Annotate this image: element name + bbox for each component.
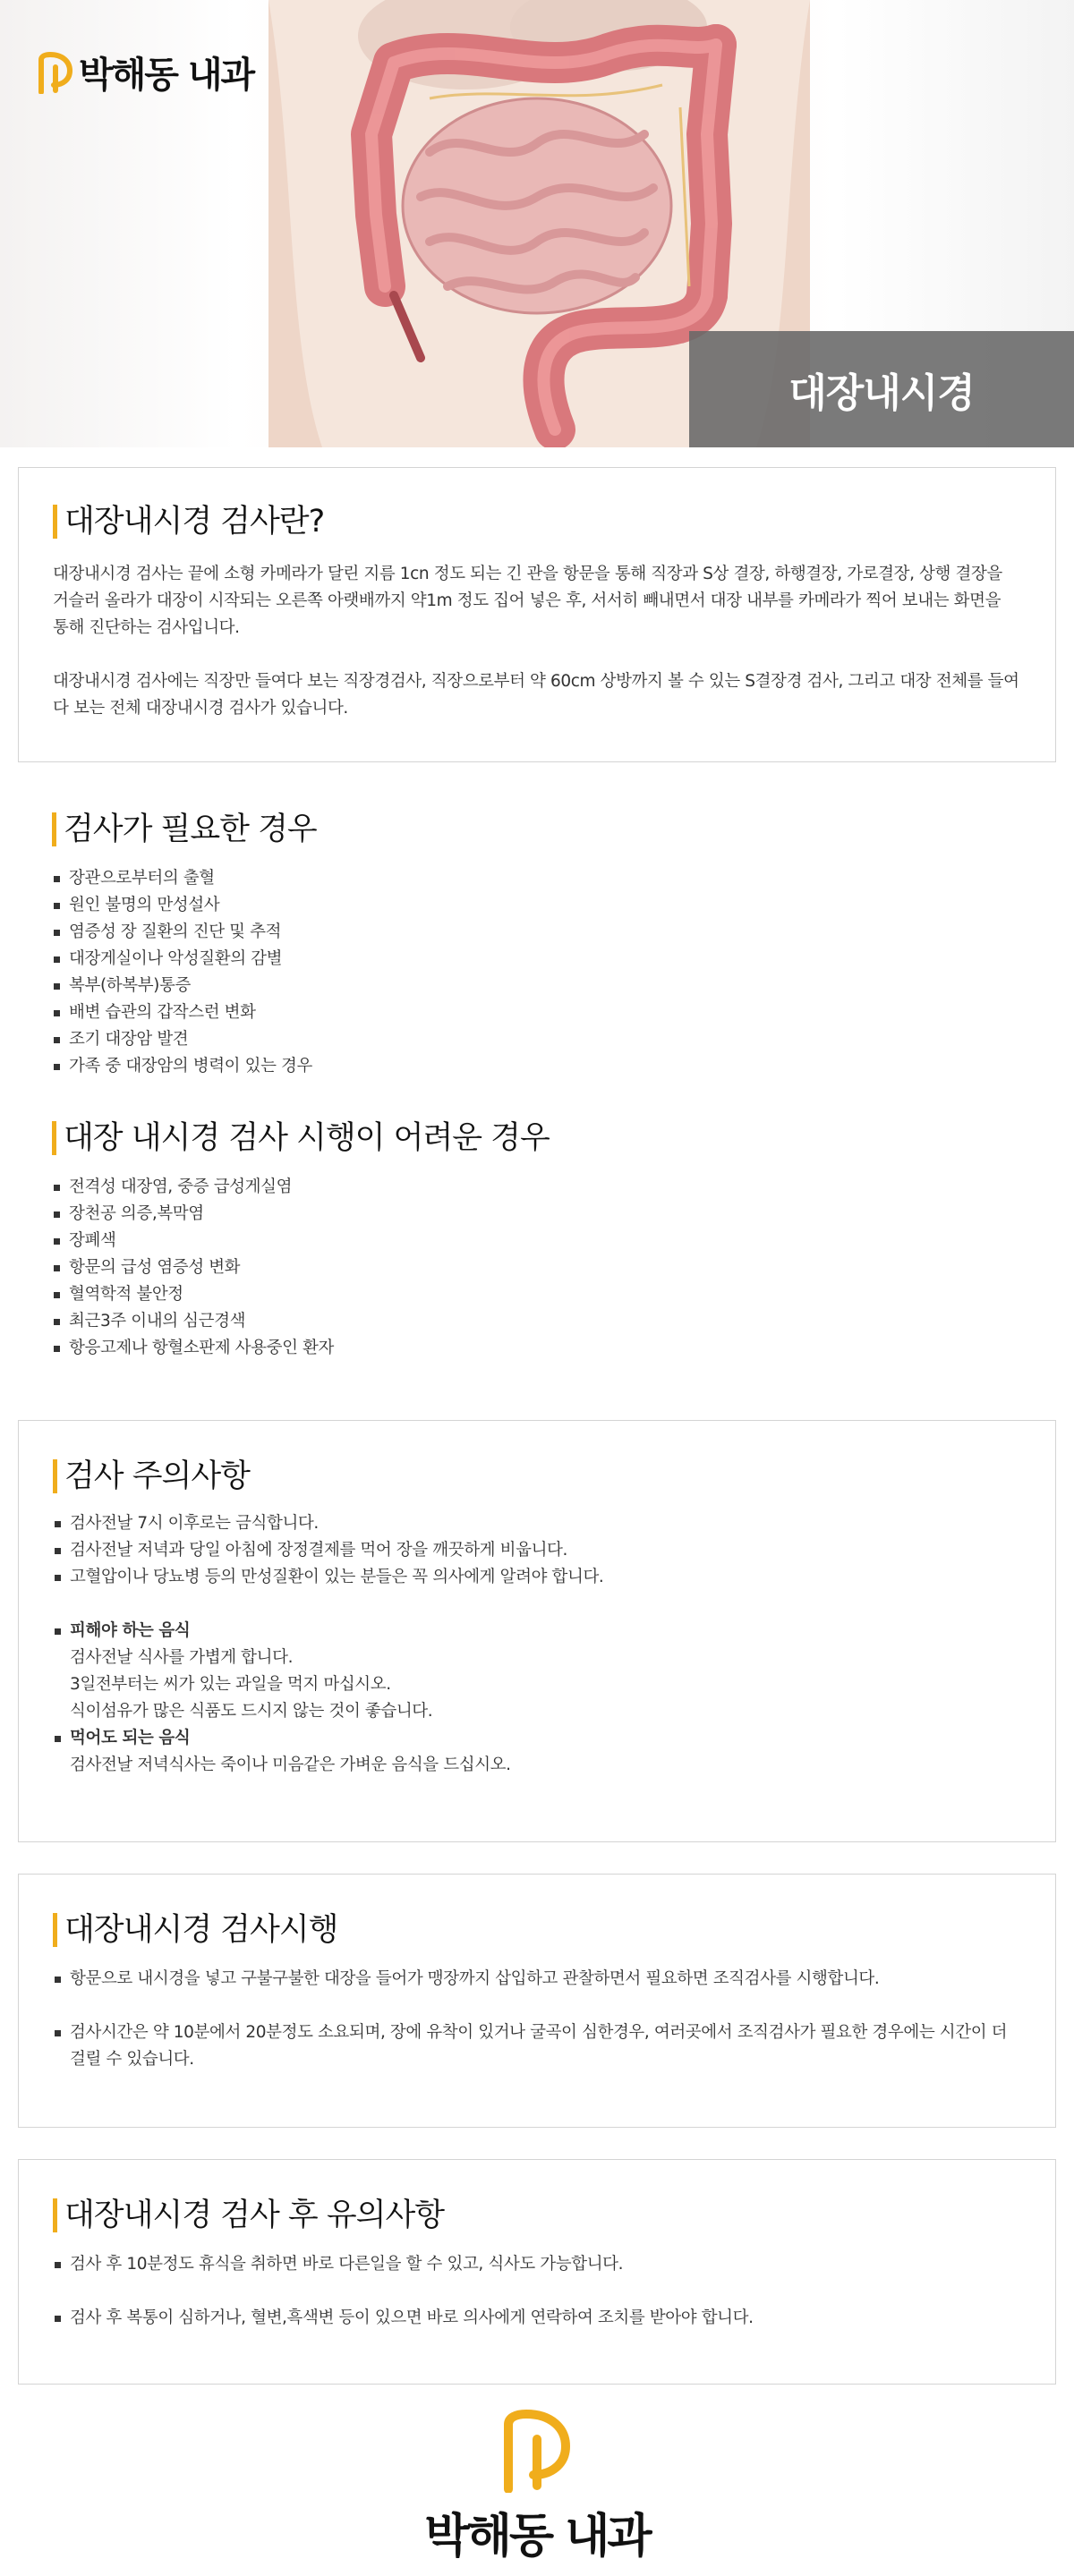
accent-bar bbox=[53, 1459, 57, 1493]
hero-banner bbox=[0, 0, 1074, 447]
hero-tag-label: 대장내시경 bbox=[788, 370, 975, 416]
section-intro bbox=[18, 467, 1056, 762]
avoid-food-list bbox=[53, 1618, 1021, 1645]
pd-monogram-icon bbox=[36, 51, 75, 94]
avoid-food-line: 검사전날 식사를 가볍게 합니다. bbox=[70, 1648, 294, 1667]
list-item: 조기 대장암 발견 bbox=[52, 1026, 1022, 1053]
section-title bbox=[53, 2196, 1021, 2235]
avoid-food-line: 3일전부터는 씨가 있는 과일을 먹지 마십시오. bbox=[70, 1675, 391, 1694]
section-title bbox=[52, 810, 1022, 849]
ok-food-heading: 먹어도 되는 음식 bbox=[53, 1725, 1021, 1752]
footer-logo[interactable] bbox=[0, 2407, 1074, 2565]
list-item: 장천공 의증,복막염 bbox=[52, 1201, 1022, 1228]
avoid-food-heading: 피해야 하는 음식 bbox=[53, 1618, 1021, 1645]
list-item: 항문의 급성 염증성 변화 bbox=[52, 1254, 1022, 1281]
list-item: 항문으로 내시경을 넣고 구불구불한 대장을 들어가 맹장까지 삽입하고 관찰하면서 필요하면 조직검사를 시행합니다. bbox=[53, 1966, 1021, 1993]
section-title bbox=[53, 1910, 1021, 1950]
section-title bbox=[53, 502, 1021, 541]
procedure-list bbox=[53, 1966, 1021, 2073]
after-list bbox=[53, 2251, 1021, 2332]
brand-name: 박해동 내과 bbox=[79, 55, 254, 96]
list-item: 배변 습관의 갑작스런 변화 bbox=[52, 999, 1022, 1026]
list-item: 장폐색 bbox=[52, 1228, 1022, 1254]
intro-paragraph: 대장내시경 검사는 끝에 소형 카메라가 달린 지름 1cn 정도 되는 긴 관을 항문을 통해 직장과 S상 결장, 하행결장, 가로결장, 상행 결장을 거슬러 올라가 대장이 시작되는 오른쪽 아랫배까지 약1m 정도 집어 넣은 후, 서서히 빼내면서 대장 내부를 카메라가 찍어 보내는 화면을 통해 진단하는 검사입니다. bbox=[53, 565, 1002, 637]
avoid-food-line: 식이섬유가 많은 식품도 드시지 않는 것이 좋습니다. bbox=[70, 1702, 433, 1721]
list-item: 검사 후 10분정도 휴식을 취하면 바로 다른일을 할 수 있고, 식사도 가능합니다. bbox=[53, 2251, 1021, 2278]
list-item: 검사전날 7시 이후로는 금식합니다. bbox=[53, 1510, 1021, 1537]
ok-food-line: 검사전날 저녁식사는 죽이나 미음같은 가벼운 음식을 드십시오. bbox=[70, 1756, 511, 1774]
section-title-text: 대장내시경 검사시행 bbox=[64, 1912, 338, 1948]
list-item: 검사 후 복통이 심하거나, 혈변,흑색변 등이 있으면 바로 의사에게 연락하여 조치를 받아야 합니다. bbox=[53, 2305, 1021, 2332]
footer-brand-name: 박해동 내과 bbox=[424, 2510, 650, 2563]
list-item: 전격성 대장염, 중증 급성게실염 bbox=[52, 1174, 1022, 1201]
section-title-text: 대장 내시경 검사 시행이 어려운 경우 bbox=[64, 1120, 550, 1156]
list-item: 복부(하복부)통증 bbox=[52, 973, 1022, 999]
section-title bbox=[52, 1118, 1022, 1158]
accent-bar bbox=[52, 812, 56, 846]
list-item: 항응고제나 항혈소판제 사용중인 환자 bbox=[52, 1335, 1022, 1362]
list-item: 대장게실이나 악성질환의 감별 bbox=[52, 946, 1022, 973]
list-item: 원인 불명의 만성설사 bbox=[52, 892, 1022, 919]
accent-bar bbox=[53, 2198, 57, 2232]
difficult-list bbox=[52, 1174, 1022, 1362]
list-item: 장관으로부터의 출혈 bbox=[52, 865, 1022, 892]
section-after bbox=[18, 2159, 1056, 2385]
accent-bar bbox=[53, 505, 57, 539]
list-item: 염증성 장 질환의 진단 및 추적 bbox=[52, 919, 1022, 946]
list-item: 고혈압이나 당뇨병 등의 만성질환이 있는 분들은 꼭 의사에게 알려야 합니다. bbox=[53, 1564, 1021, 1591]
precautions-list bbox=[53, 1510, 1021, 1591]
section-title-text: 대장내시경 검사 후 유의사항 bbox=[64, 2198, 445, 2233]
list-item: 검사시간은 약 10분에서 20분정도 소요되며, 장에 유착이 있거나 굴곡이 심한경우, 여러곳에서 조직검사가 필요한 경우에는 시간이 더 걸릴 수 있습니다. bbox=[53, 2019, 1021, 2073]
hero-page-tag bbox=[689, 331, 1074, 447]
section-needed bbox=[18, 810, 1056, 1080]
list-item: 최근3주 이내의 심근경색 bbox=[52, 1308, 1022, 1335]
accent-bar bbox=[52, 1121, 56, 1155]
section-procedure bbox=[18, 1874, 1056, 2128]
section-difficult bbox=[18, 1118, 1056, 1362]
accent-bar bbox=[53, 1913, 57, 1947]
list-item: 가족 중 대장암의 병력이 있는 경우 bbox=[52, 1053, 1022, 1080]
brand-logo[interactable] bbox=[36, 47, 253, 98]
needed-list bbox=[52, 865, 1022, 1080]
list-item: 검사전날 저녁과 당일 아침에 장정결제를 먹어 장을 깨끗하게 비웁니다. bbox=[53, 1537, 1021, 1564]
pd-monogram-icon bbox=[496, 2407, 578, 2493]
section-title-text: 검사 주의사항 bbox=[64, 1458, 250, 1494]
section-title-text: 대장내시경 검사란? bbox=[64, 504, 325, 540]
ok-food-list bbox=[53, 1725, 1021, 1752]
section-title bbox=[53, 1457, 1021, 1496]
list-item: 혈역학적 불안정 bbox=[52, 1281, 1022, 1308]
section-title-text: 검사가 필요한 경우 bbox=[64, 812, 317, 847]
intro-paragraph: 대장내시경 검사에는 직장만 들여다 보는 직장경검사, 직장으로부터 약 60cm 상방까지 볼 수 있는 S결장경 검사, 그리고 대장 전체를 들여다 보는 전체 대장내시경 검사가 있습니다. bbox=[53, 672, 1019, 718]
section-precautions bbox=[18, 1420, 1056, 1842]
